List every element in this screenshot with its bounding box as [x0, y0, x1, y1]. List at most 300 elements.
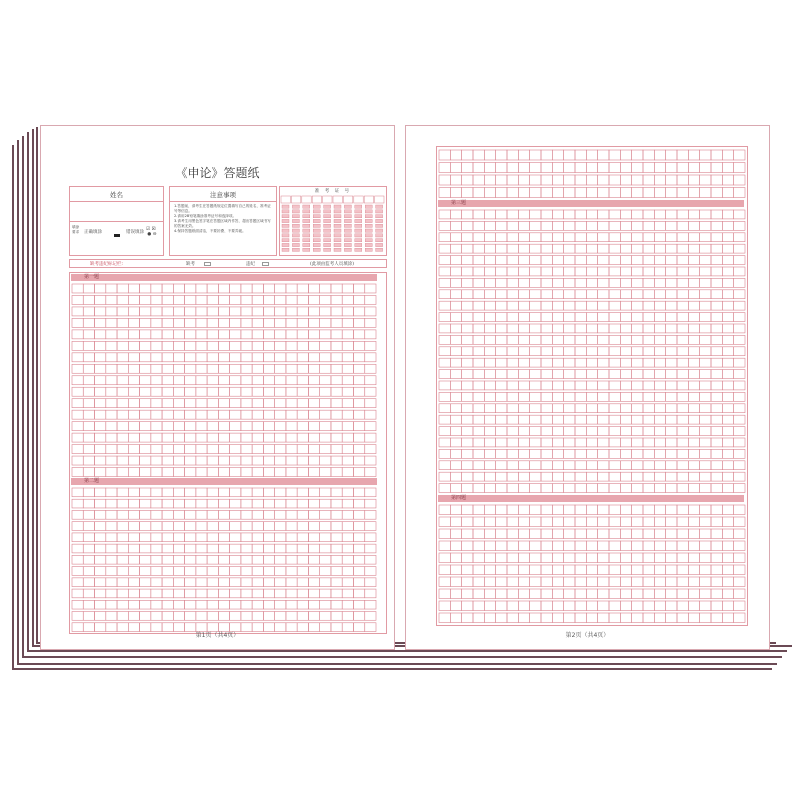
grid-cell[interactable]: [484, 472, 495, 481]
id-digit-box[interactable]: [281, 196, 290, 203]
grid-cell[interactable]: [620, 210, 631, 219]
grid-cell[interactable]: [275, 612, 286, 621]
grid-cell[interactable]: [586, 601, 597, 611]
grid-cell[interactable]: [308, 376, 319, 385]
grid-cell[interactable]: [450, 335, 461, 344]
grid-cell[interactable]: [473, 370, 484, 379]
grid-cell[interactable]: [575, 347, 586, 356]
grid-cell[interactable]: [185, 600, 196, 609]
grid-cell[interactable]: [688, 358, 699, 367]
grid-cell[interactable]: [450, 175, 461, 185]
grid-cell[interactable]: [643, 210, 654, 219]
grid-cell[interactable]: [252, 567, 263, 576]
grid-cell[interactable]: [173, 567, 184, 576]
grid-cell[interactable]: [439, 404, 450, 413]
grid-cell[interactable]: [688, 150, 699, 160]
grid-cell[interactable]: [308, 387, 319, 396]
grid-cell[interactable]: [518, 150, 529, 160]
grid-cell[interactable]: [552, 404, 563, 413]
grid-cell[interactable]: [162, 522, 173, 531]
grid-cell[interactable]: [609, 210, 620, 219]
grid-cell[interactable]: [632, 565, 643, 575]
id-bubble[interactable]: [344, 243, 351, 246]
grid-cell[interactable]: [342, 295, 353, 304]
grid-cell[interactable]: [263, 445, 274, 454]
id-bubble[interactable]: [365, 234, 372, 237]
grid-cell[interactable]: [83, 456, 94, 465]
id-bubble[interactable]: [365, 205, 372, 208]
grid-cell[interactable]: [620, 347, 631, 356]
grid-cell[interactable]: [496, 529, 507, 539]
grid-cell[interactable]: [575, 404, 586, 413]
grid-cell[interactable]: [632, 577, 643, 587]
grid-cell[interactable]: [263, 364, 274, 373]
grid-cell[interactable]: [541, 278, 552, 287]
grid-cell[interactable]: [173, 499, 184, 508]
grid-cell[interactable]: [711, 221, 722, 230]
grid-cell[interactable]: [83, 510, 94, 519]
grid-cell[interactable]: [462, 415, 473, 424]
grid-cell[interactable]: [632, 188, 643, 198]
grid-cell[interactable]: [230, 410, 241, 419]
grid-cell[interactable]: [252, 341, 263, 350]
grid-cell[interactable]: [173, 353, 184, 362]
grid-cell[interactable]: [218, 488, 229, 497]
grid-cell[interactable]: [484, 358, 495, 367]
grid-cell[interactable]: [711, 613, 722, 623]
grid-cell[interactable]: [711, 313, 722, 322]
grid-cell[interactable]: [308, 567, 319, 576]
grid-cell[interactable]: [598, 256, 609, 265]
grid-cell[interactable]: [140, 600, 151, 609]
grid-cell[interactable]: [196, 544, 207, 553]
grid-cell[interactable]: [598, 404, 609, 413]
grid-cell[interactable]: [342, 341, 353, 350]
answer-grid-q4[interactable]: [438, 504, 746, 624]
grid-cell[interactable]: [541, 188, 552, 198]
grid-cell[interactable]: [586, 565, 597, 575]
id-bubble[interactable]: [324, 215, 331, 218]
grid-cell[interactable]: [734, 358, 745, 367]
grid-cell[interactable]: [308, 422, 319, 431]
grid-cell[interactable]: [72, 353, 83, 362]
grid-cell[interactable]: [365, 364, 376, 373]
grid-cell[interactable]: [620, 175, 631, 185]
grid-cell[interactable]: [541, 505, 552, 515]
grid-cell[interactable]: [365, 307, 376, 316]
grid-cell[interactable]: [263, 307, 274, 316]
grid-cell[interactable]: [95, 544, 106, 553]
grid-cell[interactable]: [342, 578, 353, 587]
grid-cell[interactable]: [263, 295, 274, 304]
grid-cell[interactable]: [342, 510, 353, 519]
grid-cell[interactable]: [666, 221, 677, 230]
grid-cell[interactable]: [331, 589, 342, 598]
grid-cell[interactable]: [128, 422, 139, 431]
grid-cell[interactable]: [530, 565, 541, 575]
id-bubble[interactable]: [303, 234, 310, 237]
grid-cell[interactable]: [518, 301, 529, 310]
grid-cell[interactable]: [95, 522, 106, 531]
grid-cell[interactable]: [140, 589, 151, 598]
grid-cell[interactable]: [106, 307, 117, 316]
id-bubble[interactable]: [292, 224, 299, 227]
grid-cell[interactable]: [620, 449, 631, 458]
grid-cell[interactable]: [353, 555, 364, 564]
grid-cell[interactable]: [353, 364, 364, 373]
grid-cell[interactable]: [252, 410, 263, 419]
grid-cell[interactable]: [552, 517, 563, 527]
grid-cell[interactable]: [609, 392, 620, 401]
grid-cell[interactable]: [128, 364, 139, 373]
grid-cell[interactable]: [450, 244, 461, 253]
id-bubble[interactable]: [313, 215, 320, 218]
grid-cell[interactable]: [552, 438, 563, 447]
grid-cell[interactable]: [711, 577, 722, 587]
grid-cell[interactable]: [677, 163, 688, 173]
exam-id-bubbles[interactable]: [280, 195, 386, 255]
grid-cell[interactable]: [308, 612, 319, 621]
grid-cell[interactable]: [711, 267, 722, 276]
grid-cell[interactable]: [564, 461, 575, 470]
grid-cell[interactable]: [365, 422, 376, 431]
grid-cell[interactable]: [365, 600, 376, 609]
grid-cell[interactable]: [643, 427, 654, 436]
grid-cell[interactable]: [320, 364, 331, 373]
grid-cell[interactable]: [462, 577, 473, 587]
grid-cell[interactable]: [598, 449, 609, 458]
grid-cell[interactable]: [552, 221, 563, 230]
grid-cell[interactable]: [711, 565, 722, 575]
grid-cell[interactable]: [342, 456, 353, 465]
grid-cell[interactable]: [353, 533, 364, 542]
grid-cell[interactable]: [331, 433, 342, 442]
grid-cell[interactable]: [320, 456, 331, 465]
grid-cell[interactable]: [106, 522, 117, 531]
grid-cell[interactable]: [688, 438, 699, 447]
grid-cell[interactable]: [598, 370, 609, 379]
grid-cell[interactable]: [462, 244, 473, 253]
grid-cell[interactable]: [620, 529, 631, 539]
grid-cell[interactable]: [541, 449, 552, 458]
grid-cell[interactable]: [564, 601, 575, 611]
grid-cell[interactable]: [598, 613, 609, 623]
grid-cell[interactable]: [342, 499, 353, 508]
grid-cell[interactable]: [365, 376, 376, 385]
grid-cell[interactable]: [117, 422, 128, 431]
grid-cell[interactable]: [541, 613, 552, 623]
grid-cell[interactable]: [677, 313, 688, 322]
grid-cell[interactable]: [162, 399, 173, 408]
grid-cell[interactable]: [128, 510, 139, 519]
grid-cell[interactable]: [734, 256, 745, 265]
grid-cell[interactable]: [575, 256, 586, 265]
grid-cell[interactable]: [541, 175, 552, 185]
grid-cell[interactable]: [196, 555, 207, 564]
grid-cell[interactable]: [654, 427, 665, 436]
grid-cell[interactable]: [598, 565, 609, 575]
grid-cell[interactable]: [320, 600, 331, 609]
grid-cell[interactable]: [484, 301, 495, 310]
grid-cell[interactable]: [700, 358, 711, 367]
grid-cell[interactable]: [218, 364, 229, 373]
grid-cell[interactable]: [711, 210, 722, 219]
grid-cell[interactable]: [518, 461, 529, 470]
grid-cell[interactable]: [196, 510, 207, 519]
grid-cell[interactable]: [643, 589, 654, 599]
grid-cell[interactable]: [586, 613, 597, 623]
grid-cell[interactable]: [230, 612, 241, 621]
grid-cell[interactable]: [353, 578, 364, 587]
grid-cell[interactable]: [106, 399, 117, 408]
grid-cell[interactable]: [654, 188, 665, 198]
grid-cell[interactable]: [734, 601, 745, 611]
grid-cell[interactable]: [700, 529, 711, 539]
grid-cell[interactable]: [484, 438, 495, 447]
grid-cell[interactable]: [353, 612, 364, 621]
grid-cell[interactable]: [83, 387, 94, 396]
grid-cell[interactable]: [286, 589, 297, 598]
grid-cell[interactable]: [541, 472, 552, 481]
grid-cell[interactable]: [308, 445, 319, 454]
grid-cell[interactable]: [72, 433, 83, 442]
grid-cell[interactable]: [564, 301, 575, 310]
grid-cell[interactable]: [734, 449, 745, 458]
grid-cell[interactable]: [473, 565, 484, 575]
grid-cell[interactable]: [496, 175, 507, 185]
grid-cell[interactable]: [331, 318, 342, 327]
grid-cell[interactable]: [162, 422, 173, 431]
grid-cell[interactable]: [734, 553, 745, 563]
grid-cell[interactable]: [106, 364, 117, 373]
grid-cell[interactable]: [173, 589, 184, 598]
grid-cell[interactable]: [518, 188, 529, 198]
grid-cell[interactable]: [666, 256, 677, 265]
grid-cell[interactable]: [484, 221, 495, 230]
grid-cell[interactable]: [654, 290, 665, 299]
grid-cell[interactable]: [173, 330, 184, 339]
grid-cell[interactable]: [297, 284, 308, 293]
grid-cell[interactable]: [365, 433, 376, 442]
grid-cell[interactable]: [518, 267, 529, 276]
grid-cell[interactable]: [241, 364, 252, 373]
grid-cell[interactable]: [320, 468, 331, 477]
grid-cell[interactable]: [275, 533, 286, 542]
grid-cell[interactable]: [711, 404, 722, 413]
grid-cell[interactable]: [462, 313, 473, 322]
grid-cell[interactable]: [552, 256, 563, 265]
grid-cell[interactable]: [275, 284, 286, 293]
grid-cell[interactable]: [331, 387, 342, 396]
grid-cell[interactable]: [151, 510, 162, 519]
grid-cell[interactable]: [711, 392, 722, 401]
grid-cell[interactable]: [609, 163, 620, 173]
grid-cell[interactable]: [450, 404, 461, 413]
grid-cell[interactable]: [106, 410, 117, 419]
grid-cell[interactable]: [230, 510, 241, 519]
grid-cell[interactable]: [507, 427, 518, 436]
grid-cell[interactable]: [700, 517, 711, 527]
grid-cell[interactable]: [473, 163, 484, 173]
grid-cell[interactable]: [632, 278, 643, 287]
grid-cell[interactable]: [196, 376, 207, 385]
grid-cell[interactable]: [241, 488, 252, 497]
grid-cell[interactable]: [297, 387, 308, 396]
grid-cell[interactable]: [297, 353, 308, 362]
grid-cell[interactable]: [286, 330, 297, 339]
grid-cell[interactable]: [218, 612, 229, 621]
grid-cell[interactable]: [552, 278, 563, 287]
grid-cell[interactable]: [353, 567, 364, 576]
grid-cell[interactable]: [598, 553, 609, 563]
grid-cell[interactable]: [72, 410, 83, 419]
grid-cell[interactable]: [722, 484, 733, 493]
grid-cell[interactable]: [83, 399, 94, 408]
grid-cell[interactable]: [196, 468, 207, 477]
grid-cell[interactable]: [643, 324, 654, 333]
grid-cell[interactable]: [365, 488, 376, 497]
grid-cell[interactable]: [541, 358, 552, 367]
grid-cell[interactable]: [83, 578, 94, 587]
grid-cell[interactable]: [72, 399, 83, 408]
grid-cell[interactable]: [586, 404, 597, 413]
grid-cell[interactable]: [151, 445, 162, 454]
grid-cell[interactable]: [688, 188, 699, 198]
grid-cell[interactable]: [230, 353, 241, 362]
grid-cell[interactable]: [331, 341, 342, 350]
id-bubble[interactable]: [365, 229, 372, 232]
grid-cell[interactable]: [342, 410, 353, 419]
grid-cell[interactable]: [507, 601, 518, 611]
grid-cell[interactable]: [507, 244, 518, 253]
grid-cell[interactable]: [185, 522, 196, 531]
grid-cell[interactable]: [609, 335, 620, 344]
grid-cell[interactable]: [173, 410, 184, 419]
grid-cell[interactable]: [496, 517, 507, 527]
grid-cell[interactable]: [598, 577, 609, 587]
grid-cell[interactable]: [711, 505, 722, 515]
grid-cell[interactable]: [666, 427, 677, 436]
id-bubble[interactable]: [355, 205, 362, 208]
grid-cell[interactable]: [677, 529, 688, 539]
grid-cell[interactable]: [688, 553, 699, 563]
grid-cell[interactable]: [275, 522, 286, 531]
grid-cell[interactable]: [252, 544, 263, 553]
grid-cell[interactable]: [207, 353, 218, 362]
grid-cell[interactable]: [230, 330, 241, 339]
grid-cell[interactable]: [106, 555, 117, 564]
grid-cell[interactable]: [722, 601, 733, 611]
grid-cell[interactable]: [654, 438, 665, 447]
grid-cell[interactable]: [450, 290, 461, 299]
grid-cell[interactable]: [609, 541, 620, 551]
grid-cell[interactable]: [365, 456, 376, 465]
grid-cell[interactable]: [353, 295, 364, 304]
grid-cell[interactable]: [439, 484, 450, 493]
grid-cell[interactable]: [72, 600, 83, 609]
grid-cell[interactable]: [700, 601, 711, 611]
grid-cell[interactable]: [185, 589, 196, 598]
grid-cell[interactable]: [173, 468, 184, 477]
grid-cell[interactable]: [72, 555, 83, 564]
grid-cell[interactable]: [654, 589, 665, 599]
grid-cell[interactable]: [552, 613, 563, 623]
grid-cell[interactable]: [140, 445, 151, 454]
grid-cell[interactable]: [140, 318, 151, 327]
grid-cell[interactable]: [342, 468, 353, 477]
grid-cell[interactable]: [162, 295, 173, 304]
grid-cell[interactable]: [196, 456, 207, 465]
grid-cell[interactable]: [654, 404, 665, 413]
grid-cell[interactable]: [688, 221, 699, 230]
grid-cell[interactable]: [734, 301, 745, 310]
grid-cell[interactable]: [677, 150, 688, 160]
grid-cell[interactable]: [666, 163, 677, 173]
grid-cell[interactable]: [643, 392, 654, 401]
grid-cell[interactable]: [575, 210, 586, 219]
grid-cell[interactable]: [496, 267, 507, 276]
grid-cell[interactable]: [207, 544, 218, 553]
grid-cell[interactable]: [677, 601, 688, 611]
grid-cell[interactable]: [598, 150, 609, 160]
grid-cell[interactable]: [632, 313, 643, 322]
grid-cell[interactable]: [473, 347, 484, 356]
grid-cell[interactable]: [722, 370, 733, 379]
grid-cell[interactable]: [575, 529, 586, 539]
grid-cell[interactable]: [688, 290, 699, 299]
grid-cell[interactable]: [643, 577, 654, 587]
grid-cell[interactable]: [711, 290, 722, 299]
grid-cell[interactable]: [95, 510, 106, 519]
grid-cell[interactable]: [654, 461, 665, 470]
grid-cell[interactable]: [564, 517, 575, 527]
grid-cell[interactable]: [734, 335, 745, 344]
grid-cell[interactable]: [700, 505, 711, 515]
grid-cell[interactable]: [252, 612, 263, 621]
grid-cell[interactable]: [654, 449, 665, 458]
grid-cell[interactable]: [308, 533, 319, 542]
grid-cell[interactable]: [711, 163, 722, 173]
grid-cell[interactable]: [331, 600, 342, 609]
grid-cell[interactable]: [496, 601, 507, 611]
grid-cell[interactable]: [575, 278, 586, 287]
grid-cell[interactable]: [439, 175, 450, 185]
grid-cell[interactable]: [342, 376, 353, 385]
grid-cell[interactable]: [564, 221, 575, 230]
grid-cell[interactable]: [207, 567, 218, 576]
grid-cell[interactable]: [507, 347, 518, 356]
grid-cell[interactable]: [552, 358, 563, 367]
grid-cell[interactable]: [711, 188, 722, 198]
grid-cell[interactable]: [473, 278, 484, 287]
grid-cell[interactable]: [331, 445, 342, 454]
grid-cell[interactable]: [530, 427, 541, 436]
id-bubble[interactable]: [303, 215, 310, 218]
grid-cell[interactable]: [586, 392, 597, 401]
grid-cell[interactable]: [620, 484, 631, 493]
grid-cell[interactable]: [632, 347, 643, 356]
grid-cell[interactable]: [734, 188, 745, 198]
grid-cell[interactable]: [711, 541, 722, 551]
grid-cell[interactable]: [575, 324, 586, 333]
grid-cell[interactable]: [609, 438, 620, 447]
id-bubble[interactable]: [376, 229, 383, 232]
grid-cell[interactable]: [128, 295, 139, 304]
grid-cell[interactable]: [496, 163, 507, 173]
grid-cell[interactable]: [230, 555, 241, 564]
grid-cell[interactable]: [207, 410, 218, 419]
grid-cell[interactable]: [241, 295, 252, 304]
